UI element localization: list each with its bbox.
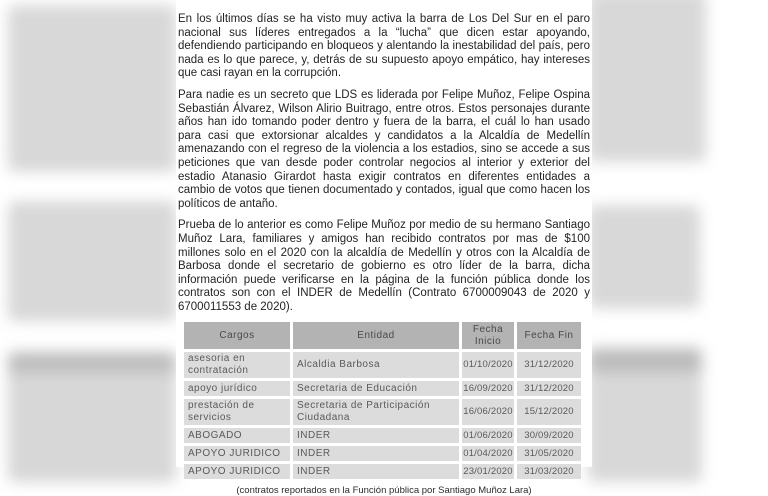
column-header-fecha-fin: Fecha Fin — [517, 322, 581, 349]
blurred-backdrop-left-top — [8, 6, 176, 172]
blurred-backdrop-right-top — [588, 0, 706, 162]
table-cell-entidad: INDER — [293, 428, 459, 443]
paragraph-contracts: Prueba de lo anterior es como Felipe Muñoz por medio de su hermano Santiago Muñoz Lara, familiares y amigos han recibido contratos por mas de $100 millones solo en el 2020 con la alcaldía de Medellín y otros con la Alcaldía de Barbosa donde el secretario de gobierno es otro líder de la barra, dicha información puede verificarse en la página de la función pública donde los contratos son con el INDER de Medellín (Contrato 6700009043 de 2020 y 6700011553 de 2020). — [178, 219, 590, 313]
table-cell-entidad: Alcaldia Barbosa — [293, 352, 459, 378]
table-cell-entidad: Secretaria de Participación Ciudadana — [293, 399, 459, 425]
table-cell-fecha-inicio: 01/06/2020 — [462, 428, 514, 443]
paragraph-intro: En los últimos días se ha visto muy activa la barra de Los Del Sur en el paro nacional sus líderes entregados a la “lucha” que dicen estar apoyando, defendiendo participando en bloqueos y alentando la inestabilidad del país, pero nada es lo que parece, y, detrás de su supuesto apoyo empático, hay intereses que casi rayan en la corrupción. — [178, 13, 590, 80]
table-cell-fecha-inicio: 23/01/2020 — [462, 464, 514, 479]
table-cell-fecha-fin: 31/05/2020 — [517, 446, 581, 461]
contracts-table — [184, 322, 584, 479]
table-cell-cargo: apoyo jurídico — [184, 381, 290, 396]
table-cell-fecha-inicio: 16/06/2020 — [462, 399, 514, 425]
table-cell-fecha-inicio: 01/04/2020 — [462, 446, 514, 461]
column-header-entidad: Entidad — [293, 322, 459, 349]
table-cell-entidad: Secretaria de Educación — [293, 381, 459, 396]
table-caption: (contratos reportados en la Función pública por Santiago Muñoz Lara) — [236, 485, 532, 496]
table-cell-fecha-fin: 15/12/2020 — [517, 399, 581, 425]
table-cell-fecha-fin: 30/09/2020 — [517, 428, 581, 443]
column-header-fecha-inicio: Fecha Inicio — [462, 322, 514, 349]
article-body — [176, 0, 592, 314]
table-cell-fecha-fin: 31/03/2020 — [517, 464, 581, 479]
table-cell-cargo: asesoria en contratación — [184, 352, 290, 378]
document-page — [176, 0, 592, 496]
table-cell-cargo: APOYO JURIDICO — [184, 464, 290, 479]
table-cell-cargo: ABOGADO — [184, 428, 290, 443]
table-cell-cargo: APOYO JURIDICO — [184, 446, 290, 461]
table-cell-fecha-inicio: 01/10/2020 — [462, 352, 514, 378]
table-cell-entidad: INDER — [293, 464, 459, 479]
column-header-cargos: Cargos — [184, 322, 290, 349]
table-cell-fecha-fin: 31/12/2020 — [517, 381, 581, 396]
table-cell-cargo: prestación de servicios — [184, 399, 290, 425]
blurred-backdrop-left-bottom — [8, 352, 176, 482]
blurred-backdrop-left-middle — [8, 202, 176, 322]
blurred-backdrop-right-middle — [588, 206, 700, 308]
table-cell-entidad: INDER — [293, 446, 459, 461]
paragraph-leaders: Para nadie es un secreto que LDS es liderada por Felipe Muñoz, Felipe Ospina Sebastián Álvarez, Wilson Alirio Buitrago, entre otros. Estos personajes durante años han ido tomando poder dentro y fuera de la barra, el cuál lo han usado para casi que extorsionar alcaldes y candidatos a la Alcaldía de Medellín amenazando con el regreso de la violencia a los estadios, sino se accede a sus peticiones que van desde poder controlar negocios al interior y exterior del estadio Atanasio Girardot hasta exigir contratos en diferentes entidades a cambio de votos que tienen documentado y contados, igual que como hacen los políticos de antaño. — [178, 88, 590, 210]
table-cell-fecha-fin: 31/12/2020 — [517, 352, 581, 378]
table-cell-fecha-inicio: 16/09/2020 — [462, 381, 514, 396]
blurred-backdrop-right-bottom — [588, 348, 702, 482]
